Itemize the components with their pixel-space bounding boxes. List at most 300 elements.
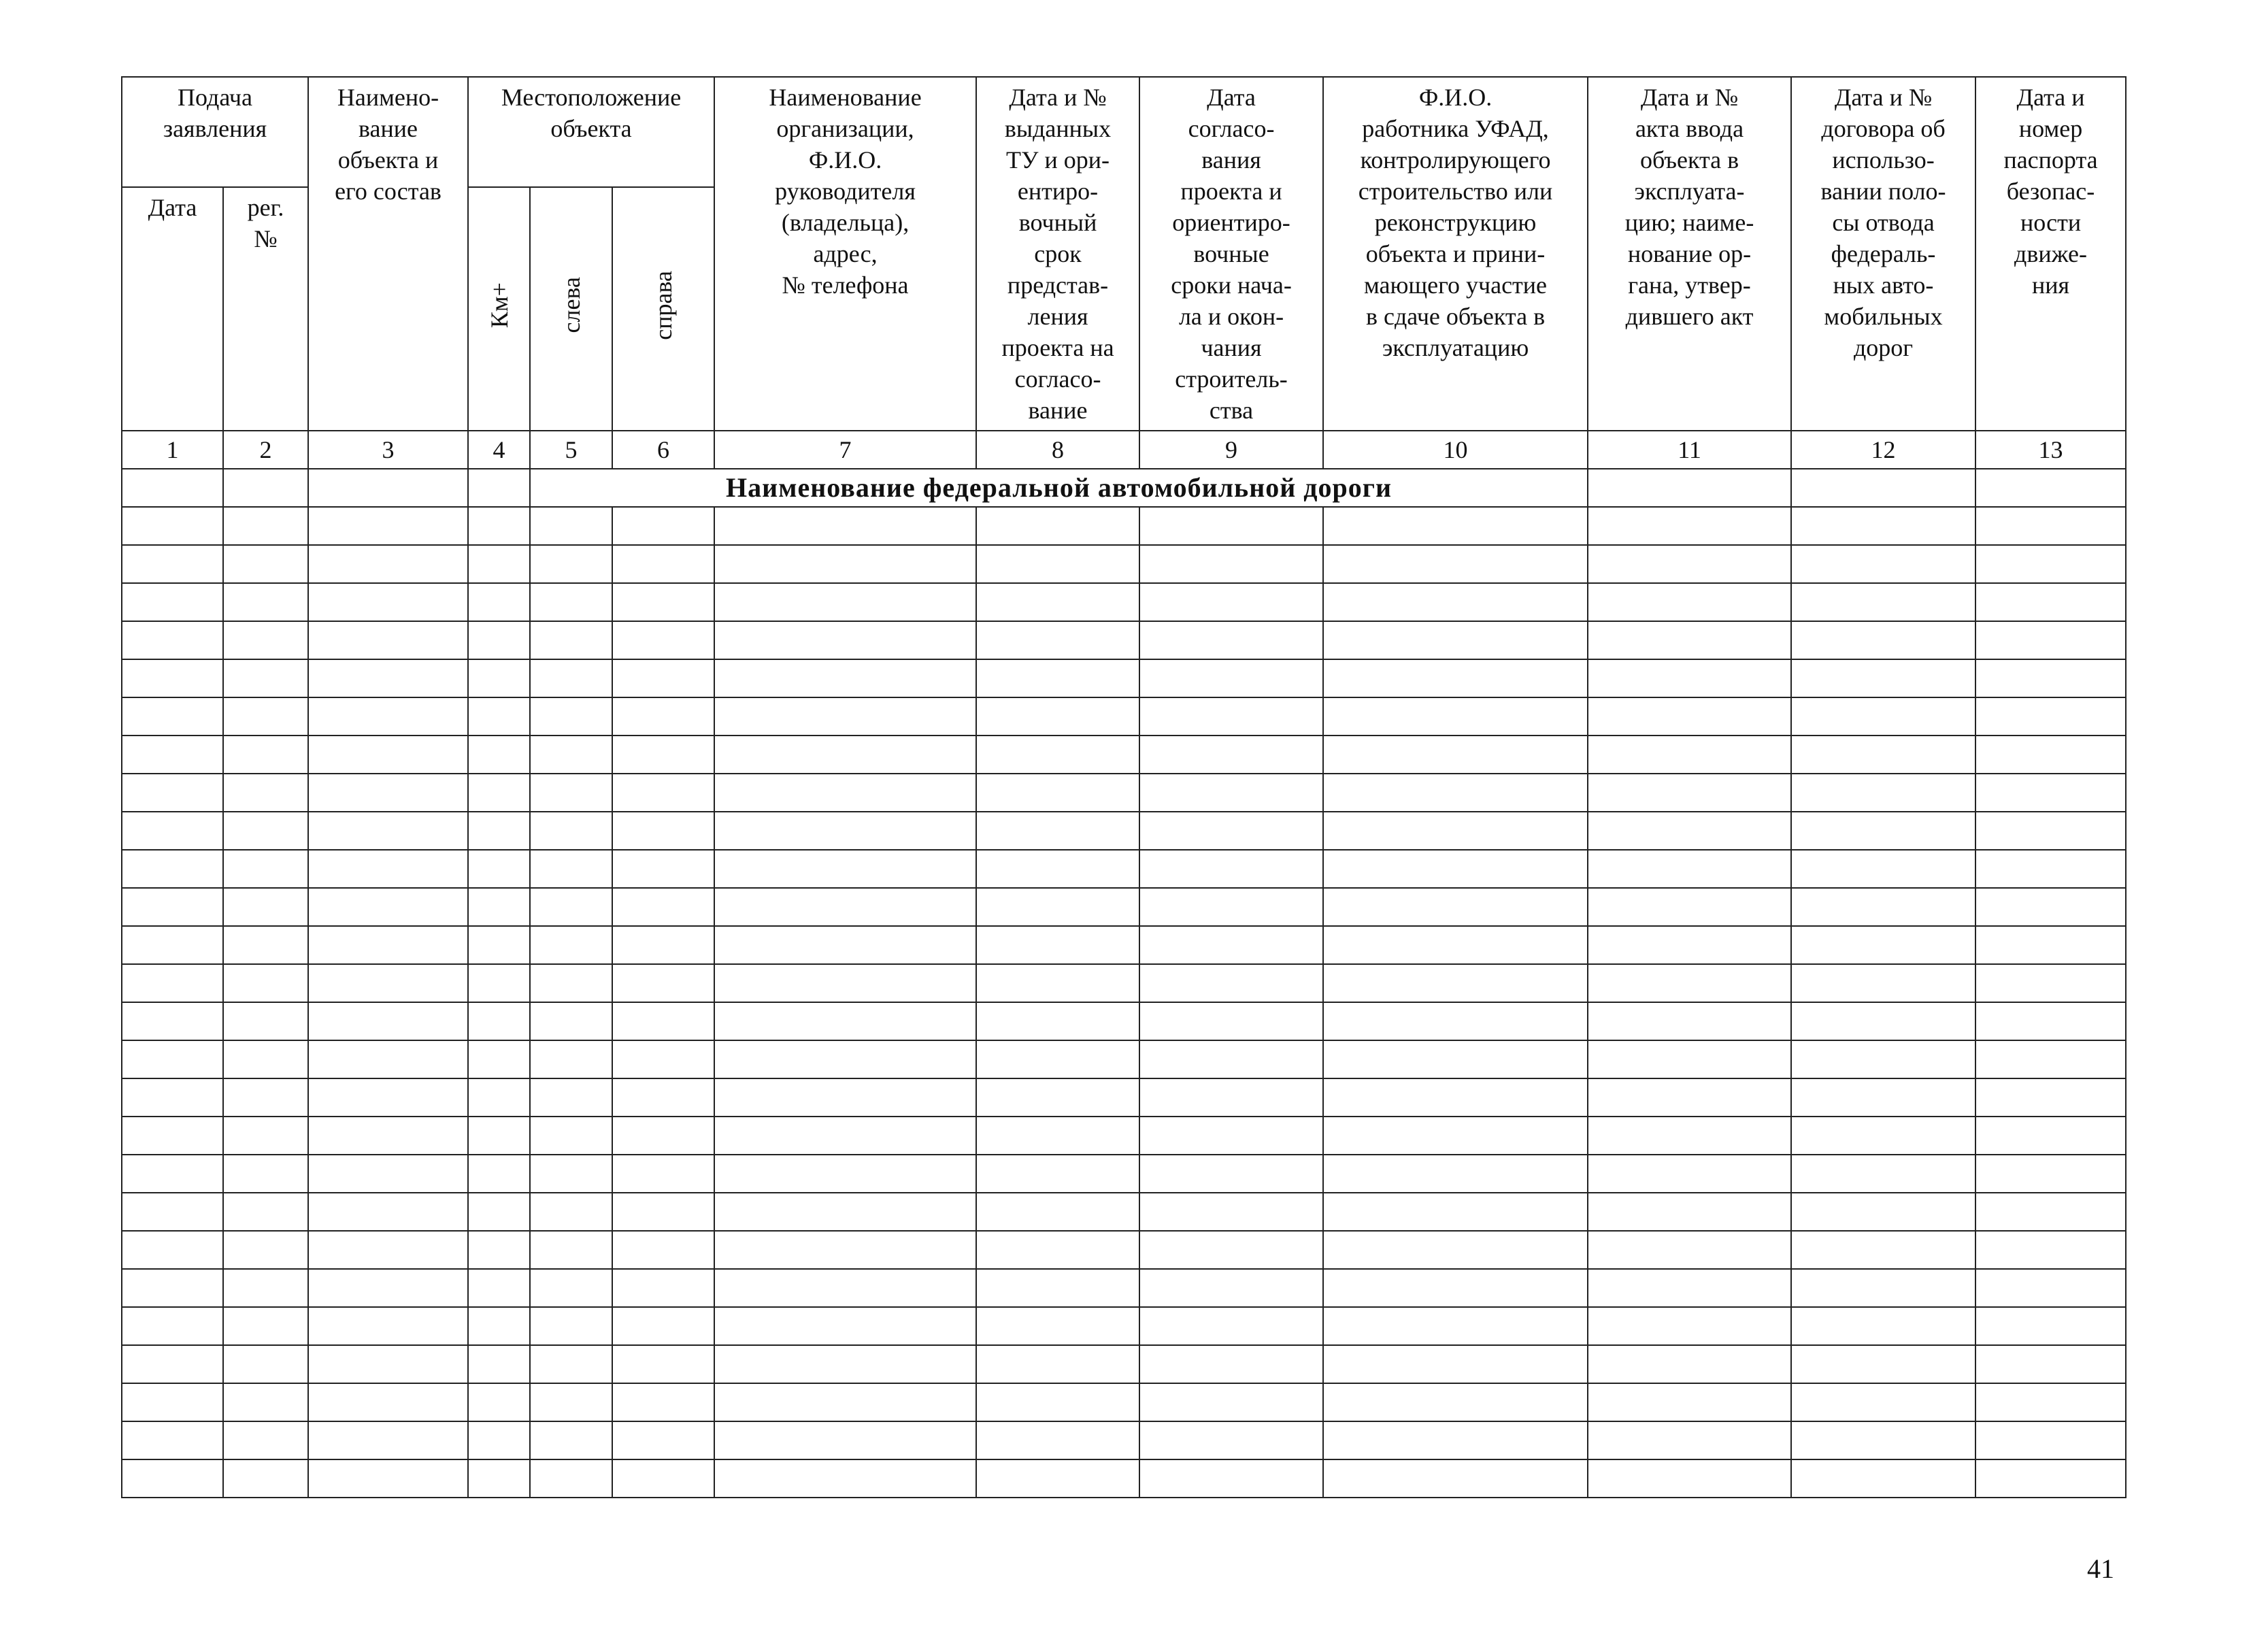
- table-cell: [1975, 545, 2126, 583]
- table-cell: [1588, 1117, 1791, 1155]
- table-cell: [122, 888, 223, 926]
- table-cell: [122, 1002, 223, 1040]
- table-cell: [1791, 964, 1975, 1002]
- table-cell: [308, 583, 468, 621]
- table-cell: [1791, 1193, 1975, 1231]
- table-cell: [714, 697, 976, 736]
- location-header: [468, 77, 714, 187]
- table-cell: [308, 545, 468, 583]
- table-cell: [1139, 774, 1323, 812]
- table-cell: [468, 1307, 530, 1345]
- table-cell: [530, 507, 612, 545]
- table-cell: [976, 1078, 1139, 1117]
- table-cell: [714, 1383, 976, 1421]
- table-cell: [976, 888, 1139, 926]
- table-cell: [714, 1117, 976, 1155]
- table-cell: [468, 1421, 530, 1459]
- table-cell: [1791, 1345, 1975, 1383]
- tu-issued-header: [976, 77, 1139, 431]
- table-cell: [612, 774, 714, 812]
- table-cell: [468, 545, 530, 583]
- table-cell: [714, 774, 976, 812]
- table-cell: [1323, 659, 1588, 697]
- table-cell: [122, 1383, 223, 1421]
- table-cell: [1791, 1459, 1975, 1498]
- table-cell: [122, 1078, 223, 1117]
- table-cell: [468, 659, 530, 697]
- table-cell: [714, 850, 976, 888]
- column-number-row: [122, 431, 2126, 469]
- table-cell: [1975, 621, 2126, 659]
- application-header: [122, 77, 308, 187]
- table-cell: [530, 545, 612, 583]
- table-cell: [1139, 926, 1323, 964]
- table-cell: [714, 583, 976, 621]
- table-cell: [122, 964, 223, 1002]
- column-number: 2: [223, 431, 308, 469]
- table-cell: [1588, 1078, 1791, 1117]
- table-row: [122, 1078, 2126, 1117]
- table-row: [122, 1117, 2126, 1155]
- table-cell: [976, 1040, 1139, 1078]
- table-cell: [612, 1117, 714, 1155]
- table-cell: [612, 850, 714, 888]
- table-cell: [714, 1155, 976, 1193]
- ufad-employee-header-text: Ф.И.О. работника УФАД, контролирующего строительство или реконструкцию объекта и прини- мающего участие в сдаче объекта в эксплуатацию: [1358, 84, 1553, 361]
- table-cell: [612, 964, 714, 1002]
- table-cell: [1975, 469, 2126, 507]
- table-cell: [122, 1231, 223, 1269]
- table-cell: [468, 1231, 530, 1269]
- table-cell: [714, 621, 976, 659]
- table-cell: [1588, 1307, 1791, 1345]
- table-cell: [1139, 1345, 1323, 1383]
- table-cell: [1588, 1231, 1791, 1269]
- table-row: [122, 888, 2126, 926]
- table-cell: [612, 1155, 714, 1193]
- table-cell: [530, 1269, 612, 1307]
- table-cell: [530, 583, 612, 621]
- table-cell: [122, 850, 223, 888]
- table-cell: [1323, 1002, 1588, 1040]
- table-cell: [122, 1117, 223, 1155]
- column-number: 7: [714, 431, 976, 469]
- table-cell: [308, 964, 468, 1002]
- table-cell: [1139, 1459, 1323, 1498]
- table-cell: [308, 1269, 468, 1307]
- table-row: [122, 1383, 2126, 1421]
- table-cell: [1588, 1421, 1791, 1459]
- table-cell: [223, 1002, 308, 1040]
- table-cell: [1588, 469, 1791, 507]
- table-row: [122, 1231, 2126, 1269]
- table-cell: [530, 621, 612, 659]
- table-cell: [530, 1307, 612, 1345]
- table-row: [122, 507, 2126, 545]
- table-cell: [612, 888, 714, 926]
- table-cell: [714, 1307, 976, 1345]
- table-cell: [223, 926, 308, 964]
- table-cell: [1139, 621, 1323, 659]
- table-cell: [976, 659, 1139, 697]
- table-cell: [468, 1269, 530, 1307]
- table-cell: [1323, 1345, 1588, 1383]
- table-cell: [530, 1459, 612, 1498]
- table-cell: [530, 926, 612, 964]
- table-cell: [1139, 1155, 1323, 1193]
- table-cell: [223, 1345, 308, 1383]
- table-cell: [530, 1002, 612, 1040]
- table-cell: [612, 1421, 714, 1459]
- table-cell: [1588, 850, 1791, 888]
- table-cell: [468, 1117, 530, 1155]
- table-cell: [1791, 697, 1975, 736]
- table-cell: [223, 1307, 308, 1345]
- table-cell: [612, 1078, 714, 1117]
- table-cell: [714, 545, 976, 583]
- passport-header: [1975, 77, 2126, 431]
- table-cell: [122, 545, 223, 583]
- table-cell: [714, 964, 976, 1002]
- table-cell: [1791, 850, 1975, 888]
- passport-header-text: Дата и номер паспорта безопас- ности движе- ния: [2003, 84, 2098, 299]
- table-cell: [1975, 1459, 2126, 1498]
- table-cell: [1791, 1383, 1975, 1421]
- table-cell: [612, 1002, 714, 1040]
- table-row: [122, 964, 2126, 1002]
- table-cell: [1791, 1040, 1975, 1078]
- table-cell: [223, 888, 308, 926]
- table-cell: [1791, 583, 1975, 621]
- organization-header: [714, 77, 976, 431]
- table-cell: [468, 812, 530, 850]
- table-cell: [1975, 1155, 2126, 1193]
- table-cell: [976, 926, 1139, 964]
- table-cell: [308, 1383, 468, 1421]
- table-cell: [223, 1040, 308, 1078]
- date-header: [122, 187, 223, 431]
- table-cell: [223, 1269, 308, 1307]
- table-row: [122, 774, 2126, 812]
- table-cell: [714, 1040, 976, 1078]
- table-cell: [468, 697, 530, 736]
- table-cell: [976, 1155, 1139, 1193]
- table-cell: [1975, 964, 2126, 1002]
- table-cell: [612, 1459, 714, 1498]
- table-cell: [223, 1231, 308, 1269]
- table-cell: [223, 1383, 308, 1421]
- table-cell: [1323, 1155, 1588, 1193]
- column-number: 9: [1139, 431, 1323, 469]
- table-cell: [1588, 1459, 1791, 1498]
- table-cell: [612, 659, 714, 697]
- table-cell: [122, 1193, 223, 1231]
- table-cell: [1323, 621, 1588, 659]
- table-cell: [122, 1421, 223, 1459]
- table-cell: [714, 1193, 976, 1231]
- table-cell: [223, 621, 308, 659]
- table-row: [122, 1307, 2126, 1345]
- table-cell: [122, 1307, 223, 1345]
- table-cell: [976, 621, 1139, 659]
- table-cell: [612, 736, 714, 774]
- table-cell: [468, 926, 530, 964]
- table-cell: [122, 469, 223, 507]
- table-cell: [1323, 888, 1588, 926]
- table-cell: [1791, 926, 1975, 964]
- table-cell: [122, 1459, 223, 1498]
- column-number: 12: [1791, 431, 1975, 469]
- table-cell: [1791, 1002, 1975, 1040]
- table-cell: [1323, 1269, 1588, 1307]
- table-cell: [122, 926, 223, 964]
- table-cell: [612, 1307, 714, 1345]
- table-cell: [1588, 736, 1791, 774]
- table-cell: [1791, 1231, 1975, 1269]
- table-cell: [714, 659, 976, 697]
- table-cell: [612, 1345, 714, 1383]
- table-cell: [1139, 659, 1323, 697]
- table-cell: [1975, 659, 2126, 697]
- table-cell: [1323, 1040, 1588, 1078]
- table-cell: [612, 926, 714, 964]
- table-row: [122, 545, 2126, 583]
- table-cell: [1975, 697, 2126, 736]
- table-cell: [223, 850, 308, 888]
- table-cell: [122, 736, 223, 774]
- table-cell: [308, 774, 468, 812]
- table-cell: [1975, 1383, 2126, 1421]
- column-number: 10: [1323, 431, 1588, 469]
- table-cell: [1139, 583, 1323, 621]
- table-cell: [122, 507, 223, 545]
- table-cell: [530, 774, 612, 812]
- table-cell: [714, 1345, 976, 1383]
- table-cell: [1323, 1078, 1588, 1117]
- table-cell: [530, 1345, 612, 1383]
- column-number: 11: [1588, 431, 1791, 469]
- table-cell: [530, 1231, 612, 1269]
- table-cell: [612, 1040, 714, 1078]
- object-name-header-text: Наимено- вание объекта и его состав: [335, 84, 441, 205]
- table-cell: [714, 1269, 976, 1307]
- table-cell: [308, 1040, 468, 1078]
- table-cell: [976, 774, 1139, 812]
- table-cell: [976, 1345, 1139, 1383]
- table-cell: [468, 1002, 530, 1040]
- table-cell: [122, 1345, 223, 1383]
- table-cell: [612, 697, 714, 736]
- table-cell: [1791, 659, 1975, 697]
- table-cell: [122, 659, 223, 697]
- table-cell: [122, 621, 223, 659]
- table-cell: [1139, 507, 1323, 545]
- table-cell: [223, 1078, 308, 1117]
- table-row: [122, 1421, 2126, 1459]
- table-cell: [1139, 1383, 1323, 1421]
- ufad-employee-header: [1323, 77, 1588, 431]
- table-cell: [530, 1383, 612, 1421]
- right-header: [612, 187, 714, 431]
- table-cell: [976, 1117, 1139, 1155]
- table-cell: [122, 812, 223, 850]
- table-cell: [976, 507, 1139, 545]
- table-cell: [468, 1040, 530, 1078]
- table-cell: [976, 964, 1139, 1002]
- table-cell: [1975, 1078, 2126, 1117]
- table-cell: [530, 1421, 612, 1459]
- table-cell: [122, 1040, 223, 1078]
- table-cell: [468, 850, 530, 888]
- table-cell: [1588, 545, 1791, 583]
- table-cell: [1588, 774, 1791, 812]
- table-cell: [223, 1193, 308, 1231]
- table-cell: [1588, 964, 1791, 1002]
- table-cell: [223, 469, 308, 507]
- table-cell: [308, 507, 468, 545]
- table-cell: [976, 697, 1139, 736]
- table-cell: [1791, 545, 1975, 583]
- column-number: 13: [1975, 431, 2126, 469]
- table-cell: [223, 583, 308, 621]
- table-cell: [308, 1117, 468, 1155]
- table-cell: [1975, 1117, 2126, 1155]
- table-cell: [308, 1193, 468, 1231]
- table-cell: [1588, 1040, 1791, 1078]
- table-cell: [468, 1345, 530, 1383]
- column-number: 1: [122, 431, 223, 469]
- right-header-text: справа: [650, 270, 678, 340]
- column-number: 6: [612, 431, 714, 469]
- table-row: [122, 1345, 2126, 1383]
- table-cell: [308, 621, 468, 659]
- table-row: [122, 926, 2126, 964]
- table-row: [122, 1155, 2126, 1193]
- table-cell: [1975, 507, 2126, 545]
- table-cell: [1791, 1078, 1975, 1117]
- table-cell: [612, 545, 714, 583]
- table-row: [122, 850, 2126, 888]
- table-cell: [1791, 1269, 1975, 1307]
- table-cell: [1588, 812, 1791, 850]
- table-cell: [223, 1421, 308, 1459]
- table-cell: [1588, 926, 1791, 964]
- table-cell: [1323, 926, 1588, 964]
- table-cell: [1139, 964, 1323, 1002]
- table-cell: [1139, 1040, 1323, 1078]
- table-cell: [223, 1155, 308, 1193]
- table-cell: [1975, 1307, 2126, 1345]
- table-cell: [1323, 1383, 1588, 1421]
- table-cell: [530, 1155, 612, 1193]
- table-cell: [530, 1193, 612, 1231]
- table-cell: [1139, 1002, 1323, 1040]
- table-cell: [1139, 812, 1323, 850]
- table-cell: [1588, 583, 1791, 621]
- table-cell: [714, 1078, 976, 1117]
- table-cell: [1323, 1459, 1588, 1498]
- table-cell: [223, 964, 308, 1002]
- table-cell: [976, 1269, 1139, 1307]
- commission-act-header: [1588, 77, 1791, 431]
- table-cell: [1588, 1383, 1791, 1421]
- table-cell: [530, 659, 612, 697]
- table-cell: [1323, 850, 1588, 888]
- table-cell: [530, 888, 612, 926]
- reg-no-header: [223, 187, 308, 431]
- table-cell: [530, 850, 612, 888]
- table-cell: [530, 736, 612, 774]
- table-cell: [1975, 1269, 2126, 1307]
- table-cell: [1975, 850, 2126, 888]
- table-cell: [468, 1193, 530, 1231]
- table-cell: [530, 697, 612, 736]
- table-cell: [1323, 1421, 1588, 1459]
- table-cell: [1139, 1269, 1323, 1307]
- road-objects-register-table: [121, 76, 2127, 1498]
- km-header-text: Км+: [485, 282, 513, 329]
- contract-header: [1791, 77, 1975, 431]
- table-cell: [1791, 1155, 1975, 1193]
- table-cell: [1975, 1231, 2126, 1269]
- table-cell: [468, 774, 530, 812]
- left-header: [530, 187, 612, 431]
- table-cell: [1139, 888, 1323, 926]
- table-cell: [308, 736, 468, 774]
- table-cell: [223, 697, 308, 736]
- table-cell: [1975, 1345, 2126, 1383]
- table-cell: [612, 621, 714, 659]
- table-cell: [1791, 812, 1975, 850]
- table-cell: [308, 1231, 468, 1269]
- table-cell: [612, 1193, 714, 1231]
- table-cell: [468, 583, 530, 621]
- table-cell: [1588, 659, 1791, 697]
- table-cell: [1975, 1040, 2126, 1078]
- table-cell: [1791, 621, 1975, 659]
- table-cell: [976, 736, 1139, 774]
- table-cell: [223, 1117, 308, 1155]
- approval-header-text: Дата согласо- вания проекта и ориентиро- вочные сроки нача- ла и окон- чания строитель- ства: [1171, 84, 1292, 424]
- table-cell: [1588, 1155, 1791, 1193]
- table-row: [122, 1459, 2126, 1498]
- table-cell: [530, 1117, 612, 1155]
- table-cell: [1791, 1421, 1975, 1459]
- table-cell: [1791, 888, 1975, 926]
- tu-issued-header-text: Дата и № выданных ТУ и ори- ентиро- вочный срок представ- ления проекта на согласо- вание: [1001, 84, 1114, 424]
- table-cell: [122, 1269, 223, 1307]
- location-header-text: Местоположение объекта: [501, 84, 682, 142]
- table-cell: [976, 1421, 1139, 1459]
- table-cell: [468, 507, 530, 545]
- table-cell: [223, 507, 308, 545]
- table-cell: [468, 1078, 530, 1117]
- date-header-text: Дата: [148, 194, 197, 221]
- table-cell: [468, 964, 530, 1002]
- table-cell: [1139, 1078, 1323, 1117]
- table-cell: [468, 621, 530, 659]
- column-number: 4: [468, 431, 530, 469]
- table-cell: [308, 850, 468, 888]
- table-cell: [1323, 964, 1588, 1002]
- table-cell: [1323, 1307, 1588, 1345]
- table-cell: [976, 1383, 1139, 1421]
- table-cell: [1323, 774, 1588, 812]
- column-number: 8: [976, 431, 1139, 469]
- table-cell: [1975, 1421, 2126, 1459]
- table-cell: [714, 1421, 976, 1459]
- table-cell: [976, 1193, 1139, 1231]
